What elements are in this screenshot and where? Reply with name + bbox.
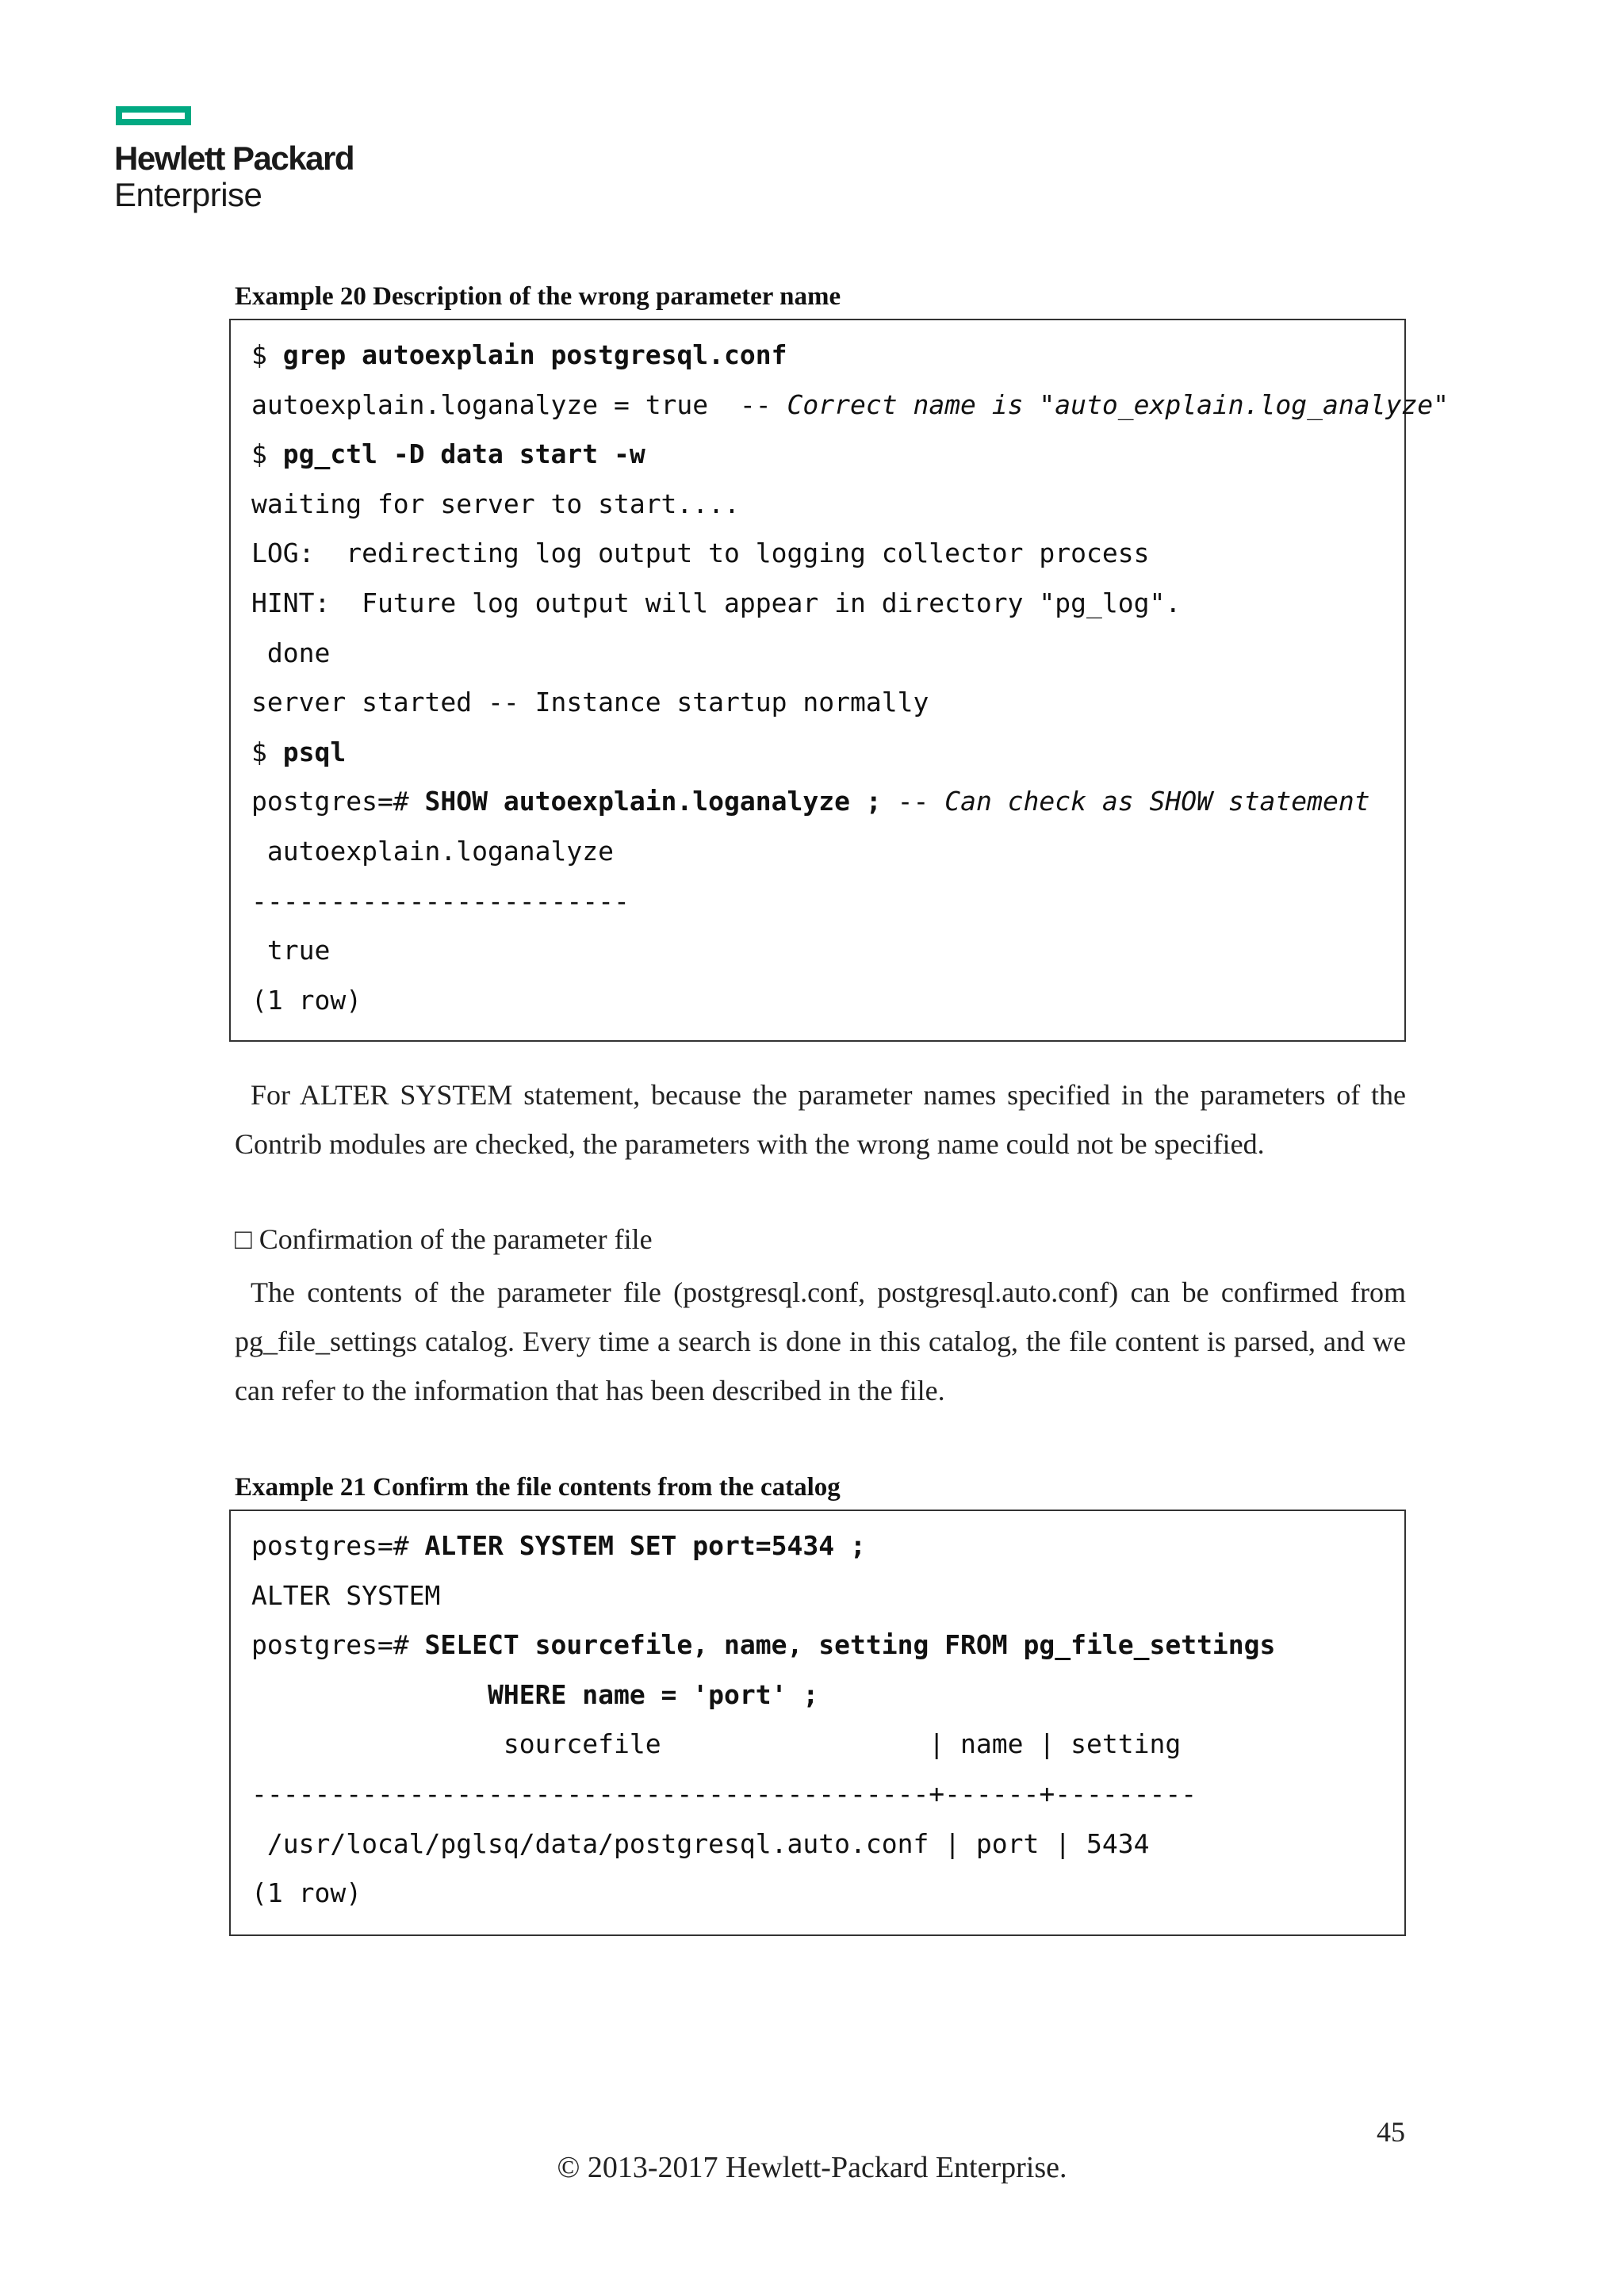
code-segment: sourcefile | name | setting — [251, 1728, 1182, 1760]
example-20-caption: Example 20 Description of the wrong parameter name — [235, 282, 841, 311]
code-line — [251, 1728, 1181, 1760]
code-line — [251, 1580, 440, 1612]
code-line — [251, 1629, 1275, 1661]
example-21-caption: Example 21 Confirm the file contents from the catalog — [235, 1473, 841, 1502]
code-segment: autoexplain.loganalyze — [251, 836, 614, 867]
code-line — [251, 1679, 818, 1711]
example-20-code-block — [229, 319, 1449, 1042]
code-line — [251, 587, 1181, 619]
code-segment: SELECT sourcefile, name, setting FROM pg_file_settings — [424, 1629, 1276, 1661]
code-line — [251, 438, 645, 470]
code-segment: autoexplain.loganalyze = true -- — [251, 388, 787, 420]
code-line — [251, 488, 740, 520]
paragraph-alter-system: For ALTER SYSTEM statement, because the parameter names specified in the parameters of the Contrib modules are checked, the parameters with the wrong name could not be specified. — [235, 1079, 1406, 1160]
code-line — [251, 538, 1149, 569]
code-segment: $ — [251, 339, 283, 370]
code-segment: (1 row) — [251, 984, 362, 1016]
code-line — [251, 389, 1449, 421]
code-line — [251, 1877, 362, 1909]
logo-line-1: Hewlett Packard — [114, 140, 354, 177]
code-line — [251, 786, 1370, 817]
logo-line-2: Enterprise — [114, 176, 262, 213]
code-segment: done — [251, 637, 331, 668]
section-heading-parameter-file: □ Confirmation of the parameter file — [235, 1223, 653, 1255]
code-segment: WHERE name = 'port' ; — [488, 1678, 819, 1710]
code-line — [251, 935, 330, 966]
code-segment: SHOW autoexplain.loganalyze ; — [424, 786, 882, 817]
code-segment: server started -- Instance startup normally — [251, 687, 929, 718]
code-line — [251, 687, 929, 718]
hpe-logo-mark — [116, 106, 191, 125]
code-segment: $ — [251, 736, 283, 767]
code-line — [251, 637, 330, 669]
code-line — [251, 836, 614, 867]
code-segment: ------------------------ — [251, 885, 630, 916]
code-segment — [251, 1679, 488, 1710]
code-segment: postgres=# — [251, 1530, 425, 1561]
code-segment: HINT: Future log output will appear in directory "pg_log". — [251, 587, 1182, 618]
code-segment: waiting for server to start.... — [251, 488, 740, 519]
code-segment: postgres=# — [251, 786, 425, 817]
code-segment: LOG: redirecting log output to logging collector process — [251, 538, 1150, 569]
code-line — [251, 886, 630, 917]
code-line — [251, 985, 362, 1016]
code-segment: true — [251, 935, 331, 966]
code-segment: Correct name is "auto_explain.log_analyze" — [787, 388, 1449, 420]
code-segment: $ — [251, 438, 283, 470]
code-line — [251, 339, 787, 371]
code-line — [251, 737, 346, 768]
code-segment: postgres=# — [251, 1629, 425, 1661]
code-segment: ALTER SYSTEM — [251, 1579, 441, 1611]
code-segment: grep autoexplain postgresql.conf — [282, 339, 787, 370]
code-segment: -------------------------------------------+------+--------- — [251, 1778, 1197, 1809]
code-segment: psql — [282, 736, 347, 767]
code-segment: -- — [881, 786, 945, 817]
code-segment: ALTER SYSTEM SET port=5434 ; — [424, 1530, 866, 1561]
code-line — [251, 1530, 866, 1562]
code-segment: (1 row) — [251, 1877, 362, 1909]
page-number: 45 — [1377, 2116, 1405, 2148]
example-21-code-block — [229, 1510, 1406, 1936]
code-segment: /usr/local/pglsq/data/postgresql.auto.conf | port | 5434 — [251, 1827, 1150, 1859]
code-line — [251, 1828, 1149, 1860]
code-line — [251, 1778, 1197, 1810]
copyright-footer: © 2013-2017 Hewlett-Packard Enterprise. — [557, 2151, 1067, 2184]
code-segment: Can check as SHOW statement — [944, 786, 1370, 817]
code-segment: pg_ctl -D data start -w — [282, 438, 645, 470]
paragraph-pg-file-settings: The contents of the parameter file (postgresql.conf, postgresql.auto.conf) can be confirmed from pg_file_settings catalog. Every time a search is done in this catalog, the file content is parsed, and we can refer to the information that has been described in the file. — [235, 1276, 1406, 1406]
